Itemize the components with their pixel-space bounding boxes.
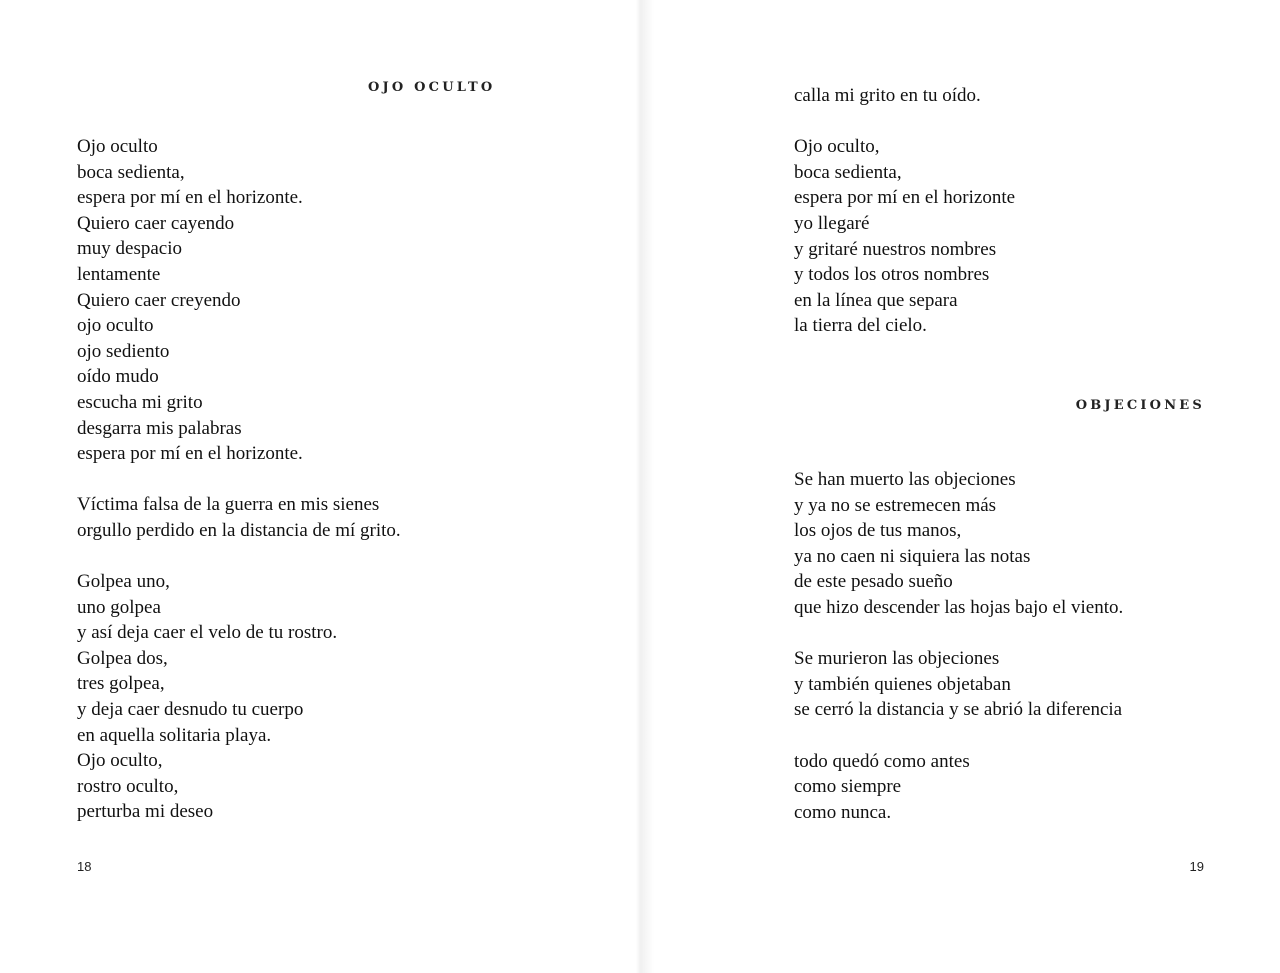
verse-line: Ojo oculto	[77, 136, 158, 157]
verse-line: en la línea que separa	[794, 289, 958, 311]
verse-line: espera por mí en el horizonte.	[77, 187, 303, 209]
verse-line: Víctima falsa de la guerra en mis sienes	[77, 494, 380, 516]
verse-line: tres golpea,	[77, 673, 165, 695]
verse-line: Golpea dos,	[77, 647, 168, 669]
poem-continuation-ojo-oculto	[794, 83, 1015, 339]
verse-line: la tierra del cielo.	[794, 315, 927, 337]
verse-line: como siempre	[794, 776, 902, 798]
verse-line: los ojos de tus manos,	[794, 520, 962, 542]
verse-line: perturba mi deseo	[77, 801, 214, 823]
verse-line: uno golpea	[77, 596, 161, 618]
stanza-break	[794, 723, 1123, 749]
verse-line: desgarra mis palabras	[77, 417, 242, 439]
verse-line: escucha mi grito	[77, 391, 203, 413]
verse-line: espera por mí en el horizonte.	[77, 443, 303, 465]
stanza-break	[794, 109, 1015, 135]
verse-line: y todos los otros nombres	[794, 264, 990, 286]
verse-line: en aquella solitaria playa.	[77, 724, 272, 746]
verse-line: Quiero caer creyendo	[77, 289, 241, 311]
poem-title-objeciones: OBJECIONES	[1075, 398, 1205, 413]
verse-line: oído mudo	[77, 366, 159, 388]
verse-line: y deja caer desnudo tu cuerpo	[77, 699, 304, 721]
verse-line: y así deja caer el velo de tu rostro.	[77, 622, 338, 644]
right-page	[640, 0, 1280, 973]
verse-line: Se murieron las objeciones	[794, 648, 1000, 670]
verse-line: muy despacio	[77, 238, 183, 260]
verse-line: y gritaré nuestros nombres	[794, 238, 997, 260]
verse-line: espera por mí en el horizonte	[794, 187, 1016, 209]
verse-line: calla mi grito en tu oído.	[794, 85, 981, 106]
verse-line: que hizo descender las hojas bajo el viento.	[794, 596, 1124, 618]
verse-line: Ojo oculto,	[794, 136, 880, 158]
verse-line: rostro oculto,	[77, 775, 179, 797]
verse-line: y también quienes objetaban	[794, 673, 1011, 695]
verse-line: orgullo perdido en la distancia de mí grito.	[77, 519, 401, 541]
page-number-left: 18	[77, 859, 92, 874]
verse-line: se cerró la distancia y se abrió la diferencia	[794, 699, 1123, 721]
verse-line: Golpea uno,	[77, 571, 170, 593]
verse-line: como nunca.	[794, 801, 892, 823]
verse-line: ya no caen ni siquiera las notas	[794, 545, 1031, 567]
poem-body-objeciones	[794, 467, 1123, 825]
verse-line: Quiero caer cayendo	[77, 212, 235, 234]
page-number-right: 19	[1189, 859, 1204, 874]
verse-line: boca sedienta,	[794, 161, 902, 183]
verse-line: lentamente	[77, 263, 161, 285]
verse-line: todo quedó como antes	[794, 750, 970, 772]
stanza-break	[77, 544, 401, 570]
verse-line: Ojo oculto,	[77, 750, 163, 772]
verse-line: boca sedienta,	[77, 161, 185, 183]
verse-line: Se han muerto las objeciones	[794, 469, 1016, 490]
poem-title-ojo-oculto: OJO OCULTO	[368, 80, 496, 95]
verse-line: de este pesado sueño	[794, 571, 953, 593]
verse-line: y ya no se estremecen más	[794, 494, 997, 516]
stanza-break	[794, 621, 1123, 647]
verse-line: ojo oculto	[77, 315, 154, 337]
stanza-break	[77, 467, 401, 493]
verse-line: ojo sediento	[77, 340, 170, 362]
poem-body-ojo-oculto	[77, 134, 401, 825]
verse-line: yo llegaré	[794, 212, 870, 234]
